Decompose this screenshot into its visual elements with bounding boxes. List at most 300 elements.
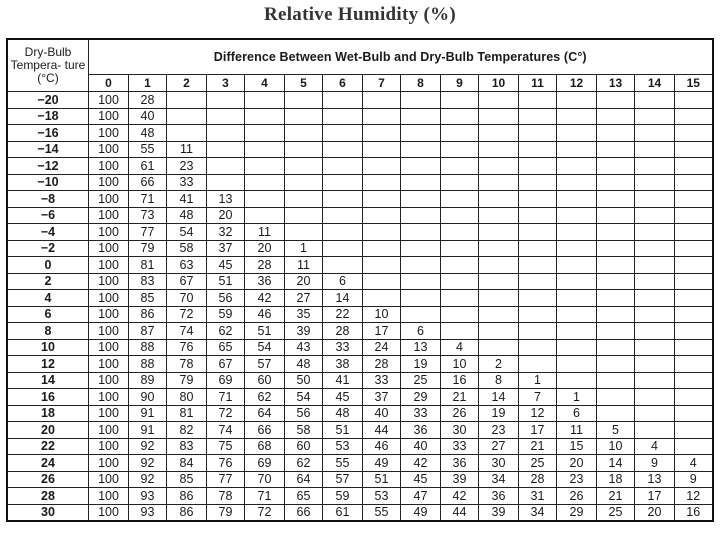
humidity-cell: 100 (89, 240, 129, 257)
table-row (7, 504, 713, 521)
humidity-cell (479, 306, 519, 323)
humidity-cell: 54 (285, 389, 323, 406)
humidity-cell: 69 (245, 455, 285, 472)
humidity-cell: 93 (129, 488, 167, 505)
humidity-cell (597, 356, 635, 373)
humidity-cell (597, 290, 635, 307)
humidity-cell (363, 108, 401, 125)
dry-bulb-temperature-cell: −16 (7, 125, 89, 142)
humidity-cell (285, 224, 323, 241)
humidity-cell: 34 (479, 471, 519, 488)
humidity-cell: 5 (597, 422, 635, 439)
humidity-cell (519, 240, 557, 257)
humidity-cell (245, 158, 285, 175)
humidity-cell (441, 224, 479, 241)
table-row (7, 240, 713, 257)
humidity-cell (363, 224, 401, 241)
humidity-cell: 100 (89, 356, 129, 373)
humidity-cell: 18 (597, 471, 635, 488)
humidity-cell: 60 (285, 438, 323, 455)
table-row (7, 141, 713, 158)
humidity-cell (675, 405, 713, 422)
humidity-cell: 76 (167, 339, 207, 356)
column-header: 13 (597, 75, 635, 92)
column-header: 4 (245, 75, 285, 92)
humidity-cell: 4 (635, 438, 675, 455)
humidity-cell (479, 108, 519, 125)
humidity-cell: 26 (557, 488, 597, 505)
humidity-cell (323, 92, 363, 109)
humidity-cell: 69 (207, 372, 245, 389)
humidity-cell (479, 207, 519, 224)
humidity-cell (363, 125, 401, 142)
table-row (7, 488, 713, 505)
humidity-cell: 58 (167, 240, 207, 257)
dry-bulb-temperature-cell: −8 (7, 191, 89, 208)
humidity-cell: 100 (89, 455, 129, 472)
humidity-cell (167, 92, 207, 109)
humidity-cell (519, 273, 557, 290)
humidity-cell: 51 (363, 471, 401, 488)
table-row (7, 405, 713, 422)
humidity-cell: 17 (635, 488, 675, 505)
humidity-cell: 100 (89, 207, 129, 224)
humidity-cell: 100 (89, 306, 129, 323)
humidity-cell: 28 (323, 323, 363, 340)
column-header: 15 (675, 75, 713, 92)
humidity-cell: 40 (401, 438, 441, 455)
table-row (7, 323, 713, 340)
humidity-cell: 45 (323, 389, 363, 406)
humidity-cell: 91 (129, 422, 167, 439)
humidity-cell (557, 125, 597, 142)
humidity-cell: 39 (285, 323, 323, 340)
humidity-cell: 91 (129, 405, 167, 422)
humidity-cell: 11 (285, 257, 323, 274)
humidity-cell: 100 (89, 108, 129, 125)
humidity-cell: 61 (129, 158, 167, 175)
humidity-cell (519, 323, 557, 340)
humidity-cell: 100 (89, 488, 129, 505)
humidity-cell: 46 (363, 438, 401, 455)
humidity-cell: 56 (207, 290, 245, 307)
dry-bulb-temperature-cell: −2 (7, 240, 89, 257)
relative-humidity-table (6, 38, 714, 522)
humidity-cell (635, 422, 675, 439)
humidity-cell (401, 92, 441, 109)
humidity-cell: 54 (245, 339, 285, 356)
humidity-cell (557, 306, 597, 323)
humidity-cell (675, 207, 713, 224)
humidity-cell (479, 339, 519, 356)
humidity-cell (285, 141, 323, 158)
humidity-cell: 54 (167, 224, 207, 241)
humidity-cell: 100 (89, 389, 129, 406)
humidity-cell: 22 (323, 306, 363, 323)
column-header: 9 (441, 75, 479, 92)
humidity-cell: 75 (207, 438, 245, 455)
humidity-cell: 1 (519, 372, 557, 389)
dry-bulb-temperature-cell: 8 (7, 323, 89, 340)
table-row (7, 422, 713, 439)
humidity-cell: 45 (401, 471, 441, 488)
humidity-cell (519, 141, 557, 158)
humidity-cell: 100 (89, 339, 129, 356)
dry-bulb-temperature-cell: 28 (7, 488, 89, 505)
humidity-cell (479, 92, 519, 109)
humidity-cell: 78 (207, 488, 245, 505)
dry-bulb-temperature-cell: 2 (7, 273, 89, 290)
humidity-cell: 50 (285, 372, 323, 389)
humidity-cell: 34 (519, 504, 557, 521)
column-header: 11 (519, 75, 557, 92)
humidity-cell: 68 (245, 438, 285, 455)
humidity-cell (635, 290, 675, 307)
humidity-cell: 33 (167, 174, 207, 191)
humidity-cell: 64 (245, 405, 285, 422)
humidity-cell: 86 (129, 306, 167, 323)
humidity-cell (597, 224, 635, 241)
humidity-cell: 11 (167, 141, 207, 158)
humidity-cell: 35 (285, 306, 323, 323)
humidity-cell (323, 191, 363, 208)
humidity-cell (245, 174, 285, 191)
humidity-cell (441, 240, 479, 257)
humidity-cell: 77 (207, 471, 245, 488)
humidity-cell (675, 273, 713, 290)
humidity-cell: 51 (207, 273, 245, 290)
humidity-cell (441, 273, 479, 290)
humidity-cell (557, 108, 597, 125)
humidity-cell: 53 (363, 488, 401, 505)
humidity-cell (675, 174, 713, 191)
humidity-cell: 55 (323, 455, 363, 472)
humidity-cell: 85 (167, 471, 207, 488)
humidity-cell (479, 174, 519, 191)
humidity-cell: 66 (285, 504, 323, 521)
humidity-cell (441, 158, 479, 175)
humidity-cell (597, 92, 635, 109)
column-header: 2 (167, 75, 207, 92)
humidity-cell: 83 (129, 273, 167, 290)
humidity-cell: 1 (285, 240, 323, 257)
humidity-cell (557, 174, 597, 191)
humidity-cell: 63 (167, 257, 207, 274)
humidity-cell: 6 (323, 273, 363, 290)
humidity-cell: 82 (167, 422, 207, 439)
humidity-cell: 38 (323, 356, 363, 373)
humidity-cell: 36 (245, 273, 285, 290)
humidity-cell: 44 (363, 422, 401, 439)
humidity-cell: 58 (285, 422, 323, 439)
humidity-cell: 89 (129, 372, 167, 389)
humidity-cell (635, 323, 675, 340)
humidity-cell (441, 191, 479, 208)
humidity-cell (479, 240, 519, 257)
humidity-cell (323, 125, 363, 142)
humidity-cell: 6 (557, 405, 597, 422)
humidity-cell: 56 (285, 405, 323, 422)
humidity-cell: 51 (323, 422, 363, 439)
humidity-cell: 16 (675, 504, 713, 521)
humidity-cell (323, 141, 363, 158)
humidity-cell: 49 (363, 455, 401, 472)
humidity-cell (479, 141, 519, 158)
humidity-cell: 74 (207, 422, 245, 439)
humidity-cell: 77 (129, 224, 167, 241)
humidity-cell: 28 (245, 257, 285, 274)
humidity-cell (363, 158, 401, 175)
dry-bulb-temperature-cell: −12 (7, 158, 89, 175)
humidity-cell: 26 (441, 405, 479, 422)
humidity-cell (635, 191, 675, 208)
humidity-cell (207, 141, 245, 158)
humidity-cell (323, 207, 363, 224)
humidity-cell: 40 (129, 108, 167, 125)
humidity-cell (441, 306, 479, 323)
humidity-cell: 10 (363, 306, 401, 323)
humidity-cell: 39 (441, 471, 479, 488)
humidity-cell: 62 (285, 455, 323, 472)
humidity-cell (557, 141, 597, 158)
humidity-cell: 20 (207, 207, 245, 224)
humidity-cell: 100 (89, 422, 129, 439)
humidity-cell (675, 356, 713, 373)
humidity-cell (285, 191, 323, 208)
humidity-cell: 48 (323, 405, 363, 422)
dry-bulb-temperature-cell: 10 (7, 339, 89, 356)
humidity-cell: 49 (401, 504, 441, 521)
humidity-cell (557, 323, 597, 340)
humidity-cell: 90 (129, 389, 167, 406)
column-header-row (7, 75, 713, 92)
humidity-cell (401, 257, 441, 274)
humidity-cell (635, 405, 675, 422)
humidity-cell: 92 (129, 455, 167, 472)
humidity-cell: 66 (129, 174, 167, 191)
humidity-cell: 100 (89, 224, 129, 241)
humidity-cell: 29 (401, 389, 441, 406)
humidity-cell (557, 290, 597, 307)
humidity-cell: 47 (401, 488, 441, 505)
humidity-cell (207, 158, 245, 175)
humidity-cell: 37 (207, 240, 245, 257)
humidity-cell (401, 191, 441, 208)
humidity-cell: 2 (479, 356, 519, 373)
humidity-cell (557, 191, 597, 208)
table-row (7, 389, 713, 406)
humidity-cell: 71 (207, 389, 245, 406)
humidity-cell (479, 323, 519, 340)
humidity-cell (207, 108, 245, 125)
dry-bulb-temperature-cell: 6 (7, 306, 89, 323)
humidity-cell (363, 92, 401, 109)
humidity-cell: 10 (597, 438, 635, 455)
humidity-cell (597, 257, 635, 274)
table-row (7, 372, 713, 389)
humidity-cell (479, 273, 519, 290)
humidity-cell (285, 207, 323, 224)
humidity-cell: 92 (129, 438, 167, 455)
dry-bulb-temperature-cell: 26 (7, 471, 89, 488)
humidity-cell: 42 (441, 488, 479, 505)
humidity-cell (519, 191, 557, 208)
dry-bulb-temperature-cell: 16 (7, 389, 89, 406)
humidity-cell (635, 125, 675, 142)
table-row (7, 92, 713, 109)
humidity-cell (635, 273, 675, 290)
humidity-cell: 27 (479, 438, 519, 455)
table-row (7, 339, 713, 356)
dry-bulb-temperature-cell: 14 (7, 372, 89, 389)
column-header: 8 (401, 75, 441, 92)
humidity-cell: 39 (479, 504, 519, 521)
humidity-cell: 60 (245, 372, 285, 389)
humidity-cell: 27 (285, 290, 323, 307)
humidity-cell (519, 207, 557, 224)
humidity-cell (519, 174, 557, 191)
humidity-cell (557, 273, 597, 290)
humidity-cell: 30 (441, 422, 479, 439)
humidity-cell: 25 (519, 455, 557, 472)
humidity-cell (557, 372, 597, 389)
humidity-cell: 11 (245, 224, 285, 241)
humidity-cell: 19 (479, 405, 519, 422)
dry-bulb-temperature-cell: −6 (7, 207, 89, 224)
humidity-cell (441, 323, 479, 340)
humidity-cell (441, 125, 479, 142)
humidity-cell: 46 (245, 306, 285, 323)
humidity-cell (675, 306, 713, 323)
humidity-cell: 33 (401, 405, 441, 422)
humidity-cell: 72 (207, 405, 245, 422)
humidity-cell: 14 (479, 389, 519, 406)
humidity-cell: 24 (363, 339, 401, 356)
humidity-cell: 73 (129, 207, 167, 224)
humidity-cell: 79 (167, 372, 207, 389)
humidity-cell: 48 (129, 125, 167, 142)
dry-bulb-temperature-cell: 24 (7, 455, 89, 472)
humidity-cell: 100 (89, 438, 129, 455)
humidity-cell (675, 125, 713, 142)
humidity-cell (675, 323, 713, 340)
humidity-cell: 100 (89, 125, 129, 142)
humidity-cell: 9 (675, 471, 713, 488)
humidity-cell: 92 (129, 471, 167, 488)
humidity-cell: 67 (167, 273, 207, 290)
humidity-cell (597, 174, 635, 191)
humidity-cell (245, 207, 285, 224)
humidity-cell: 65 (207, 339, 245, 356)
humidity-cell (285, 125, 323, 142)
humidity-cell (519, 306, 557, 323)
humidity-cell (167, 125, 207, 142)
humidity-cell: 20 (635, 504, 675, 521)
table-row (7, 257, 713, 274)
humidity-cell (635, 306, 675, 323)
humidity-cell: 100 (89, 471, 129, 488)
humidity-cell: 21 (441, 389, 479, 406)
humidity-cell (675, 108, 713, 125)
humidity-cell: 45 (207, 257, 245, 274)
humidity-cell (245, 125, 285, 142)
dry-bulb-temperature-cell: 18 (7, 405, 89, 422)
humidity-cell: 83 (167, 438, 207, 455)
humidity-cell: 100 (89, 372, 129, 389)
humidity-cell: 88 (129, 356, 167, 373)
humidity-cell (285, 92, 323, 109)
humidity-cell (675, 290, 713, 307)
humidity-cell (675, 92, 713, 109)
humidity-cell: 23 (167, 158, 207, 175)
humidity-cell: 36 (401, 422, 441, 439)
dry-bulb-temperature-cell: 0 (7, 257, 89, 274)
humidity-cell: 33 (441, 438, 479, 455)
dry-bulb-temperature-cell: 22 (7, 438, 89, 455)
humidity-cell (597, 372, 635, 389)
humidity-cell (401, 306, 441, 323)
column-header: 3 (207, 75, 245, 92)
humidity-cell: 37 (363, 389, 401, 406)
humidity-cell: 6 (401, 323, 441, 340)
table-row (7, 455, 713, 472)
humidity-cell: 12 (675, 488, 713, 505)
humidity-cell: 43 (285, 339, 323, 356)
humidity-cell (323, 257, 363, 274)
humidity-cell: 84 (167, 455, 207, 472)
humidity-cell (557, 224, 597, 241)
humidity-cell (323, 158, 363, 175)
column-header: 10 (479, 75, 519, 92)
page-title: Relative Humidity (%) (263, 4, 457, 25)
humidity-cell: 79 (129, 240, 167, 257)
humidity-cell (557, 158, 597, 175)
humidity-cell (441, 207, 479, 224)
humidity-cell: 71 (245, 488, 285, 505)
humidity-cell (635, 356, 675, 373)
humidity-cell: 55 (129, 141, 167, 158)
humidity-cell (245, 191, 285, 208)
humidity-cell: 25 (401, 372, 441, 389)
humidity-cell: 17 (363, 323, 401, 340)
column-header: 7 (363, 75, 401, 92)
humidity-cell: 14 (323, 290, 363, 307)
humidity-cell: 100 (89, 290, 129, 307)
humidity-cell (519, 92, 557, 109)
humidity-cell (519, 290, 557, 307)
humidity-cell: 33 (363, 372, 401, 389)
humidity-cell (323, 224, 363, 241)
humidity-cell (207, 92, 245, 109)
humidity-cell: 8 (479, 372, 519, 389)
humidity-cell (441, 290, 479, 307)
humidity-cell (401, 290, 441, 307)
humidity-cell (675, 257, 713, 274)
humidity-cell (675, 158, 713, 175)
humidity-cell: 76 (207, 455, 245, 472)
humidity-cell: 78 (167, 356, 207, 373)
humidity-cell (207, 125, 245, 142)
humidity-cell (519, 108, 557, 125)
humidity-cell: 23 (479, 422, 519, 439)
humidity-cell: 70 (245, 471, 285, 488)
humidity-cell: 32 (207, 224, 245, 241)
humidity-cell: 41 (323, 372, 363, 389)
humidity-cell (675, 191, 713, 208)
humidity-cell: 59 (323, 488, 363, 505)
humidity-cell (597, 405, 635, 422)
humidity-cell (519, 158, 557, 175)
